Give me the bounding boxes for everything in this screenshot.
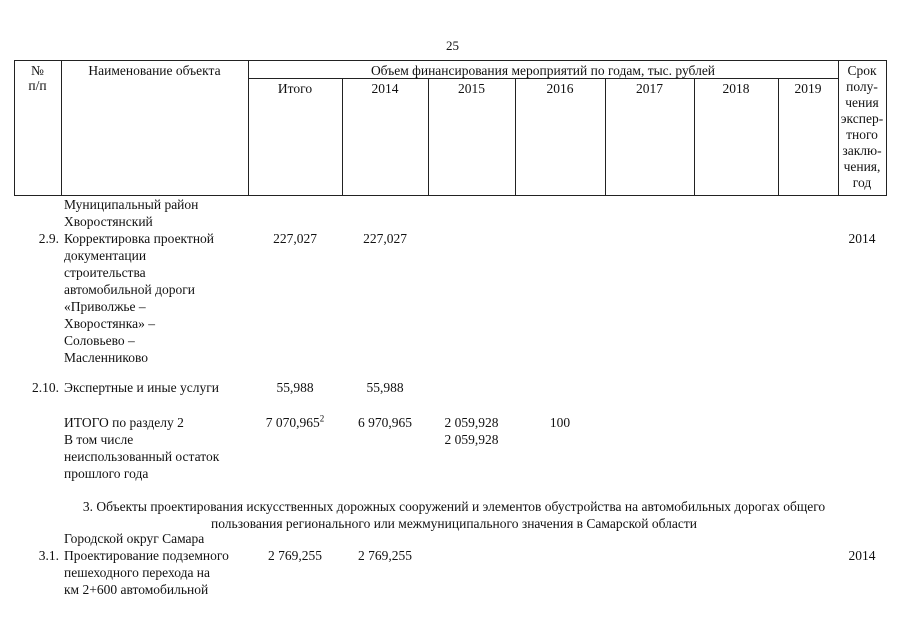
cell-total-value: 7 070,965 xyxy=(265,415,320,430)
header-col-2019: 2019 xyxy=(794,81,822,96)
header-col-total: Итого xyxy=(277,81,313,96)
row-num: 2.9. xyxy=(38,231,59,246)
cell-2014: 6 970,965 xyxy=(358,415,412,430)
page-number: 25 xyxy=(446,38,459,53)
cell-total: 227,027 xyxy=(273,231,317,246)
header-col-2018: 2018 xyxy=(722,81,750,96)
header-num-line1: № xyxy=(31,63,44,78)
row-num: 2.10. xyxy=(32,380,59,395)
cell-2015: 2 059,928 xyxy=(444,415,499,430)
cell-deadline: 2014 xyxy=(848,231,876,246)
cell-2014: 2 769,255 xyxy=(358,548,412,563)
document-page: 25 № п/п Наименование объекта Объем финансирования мероприятий по годам, тыс. рублей Итого 2014 2015 2016 2017 2018 2019 Срок полу- чения экспер- тного заклю- чения, год Муниципальный район Хворостянский Корректировка проектной документации строительства автомобильной дороги «Приволжье – Хворостянка» – Соловьево – Масленниково 2.9. 227,027 227,027 2014 2.10. Экспертные и иные услуги 55,988 55,988 ИТОГО по разделу 2 В том числе неиспользованный остаток прошлого года 7 070,965$^2$ 6 970,965 2 059,928 2 059,928 100 3. Объекты проектирования искусственных дорожных сооружений и элементов обустройства на автомобильных дорогах общего пользования регионального или межмуниципального значения в Самарской области Городской округ Самара Проектирование подземного пешеходного перехода на км 2+600 автомобильной 3.1. 2 769,255 2 769,255 2014 xyxy=(0,0,905,640)
cell-total: 2 769,255 xyxy=(268,548,322,563)
cell-2016: 100 xyxy=(549,415,571,430)
header-col-2017: 2017 xyxy=(636,81,663,96)
header-col-2015: 2015 xyxy=(458,81,485,96)
header-num-line2: п/п xyxy=(28,78,47,93)
header-col-2014: 2014 xyxy=(371,81,399,96)
cell-2015-unused: 2 059,928 xyxy=(444,432,499,447)
header-financing: Объем финансирования мероприятий по годам, тыс. рублей xyxy=(370,63,716,78)
header-name: Наименование объекта xyxy=(88,63,221,78)
header-col-2016: 2016 xyxy=(546,81,574,96)
cell-total xyxy=(248,415,342,432)
cell-total: 55,988 xyxy=(276,380,314,395)
cell-2014: 227,027 xyxy=(363,231,407,246)
row-num: 3.1. xyxy=(38,548,59,563)
footnote-marker: 2 xyxy=(319,413,325,424)
row-name: Экспертные и иные услуги xyxy=(64,380,219,395)
cell-deadline: 2014 xyxy=(848,548,876,563)
cell-2014: 55,988 xyxy=(366,380,404,395)
